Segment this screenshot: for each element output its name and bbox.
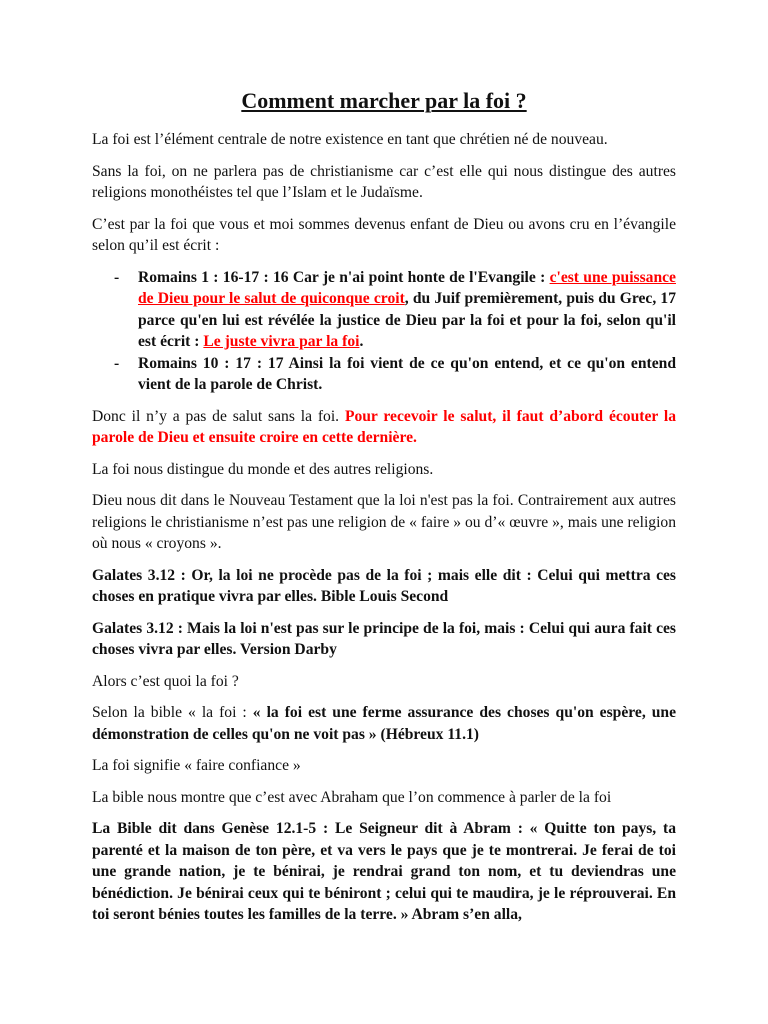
paragraph-confiance: La foi signifie « faire confiance » xyxy=(92,757,301,774)
verse-text: Romains 10 : 17 : 17 Ainsi la foi vient de ce qu'on entend, et ce qu'on entend vient de la parole de Christ. xyxy=(138,354,676,393)
paragraph-hebreux xyxy=(92,702,676,745)
verse-romains-1 xyxy=(92,267,676,353)
verse-list xyxy=(92,267,676,396)
paragraph-text: Donc il n’y a pas de salut sans la foi. xyxy=(92,407,345,425)
list-dash: - xyxy=(114,268,120,286)
verse-text: Galates 3.12 : Or, la loi ne procède pas de la foi ; mais elle dit : Celui qui mettra ces choses en pratique vivra par elles. Bible Louis Second xyxy=(92,566,676,605)
paragraph-salut xyxy=(92,406,676,449)
paragraph-galates-darby xyxy=(92,618,676,661)
paragraph-highlight: Pour recevoir le salut, il faut d’abord écouter la parole de Dieu et ensuite croire en cette dernière. xyxy=(92,407,676,446)
paragraph-christianisme: Sans la foi, on ne parlera pas de christianisme car c’est elle qui nous distingue des autres religions monothéistes tel que l’Islam et le Judaïsme. xyxy=(92,162,676,201)
list-dash: - xyxy=(114,354,120,372)
paragraph-loi: Dieu nous dit dans le Nouveau Testament que la loi n'est pas la foi. Contrairement aux autres religions le christianisme n’est pas une religion de « faire » ou d’« œuvre », mais une religion où nous « croyons ». xyxy=(92,492,676,552)
paragraph-enfant-de-dieu: C’est par la foi que vous et moi sommes devenus enfant de Dieu ou avons cru en l’évangile selon qu’il est écrit : xyxy=(92,215,676,254)
verse-text: , du Juif premièrement, puis du Grec, 17 parce qu'en lui est révélée la justice de Dieu par la foi et pour la foi, selon qu'il est écrit : xyxy=(138,290,677,350)
verse-romains-10 xyxy=(92,353,676,396)
verse-text: Galates 3.12 : Mais la loi n'est pas sur le principe de la foi, mais : Celui qui aura fait ces choses vivra par elles. Version Darby xyxy=(92,619,676,658)
paragraph-distinction: La foi nous distingue du monde et des autres religions. xyxy=(92,460,434,478)
verse-text: « la foi est une ferme assurance des choses qu'on espère, une démonstration de celles qu'on ne voit pas » (Hébreux 11.1) xyxy=(92,704,677,743)
paragraph-intro: La foi est l’élément centrale de notre existence en tant que chrétien né de nouveau. xyxy=(92,131,608,148)
paragraph-galates-lsg xyxy=(92,565,676,608)
page-title: Comment marcher par la foi ? xyxy=(241,88,527,113)
paragraph-genese xyxy=(92,818,676,926)
verse-highlight: Le juste vivra par la foi xyxy=(203,333,360,350)
verse-text: . xyxy=(359,333,364,350)
paragraph-question: Alors c’est quoi la foi ? xyxy=(92,672,239,690)
verse-text: Romains 1 : 16-17 : 16 Car je n'ai point honte de l'Evangile : xyxy=(138,268,550,286)
verse-highlight: c'est une puissance de Dieu pour le salut de quiconque croit xyxy=(138,268,676,307)
paragraph-abraham: La bible nous montre que c’est avec Abraham que l’on commence à parler de la foi xyxy=(92,788,612,806)
paragraph-text: Selon la bible « la foi : xyxy=(92,704,253,721)
verse-text: La Bible dit dans Genèse 12.1-5 : Le Seigneur dit à Abram : « Quitte ton pays, ta parenté et la maison de ton père, et va vers le pays que je te montrerai. Je ferai de toi une grande nation, je te bénirai, je rendrai grand ton nom, et tu deviendras une bénédiction. Je bénirai ceux qui te béniront ; celui qui te maudira, je le réprouverai. En toi seront bénies toutes les familles de la terre. » Abram s’en alla, xyxy=(92,820,676,923)
